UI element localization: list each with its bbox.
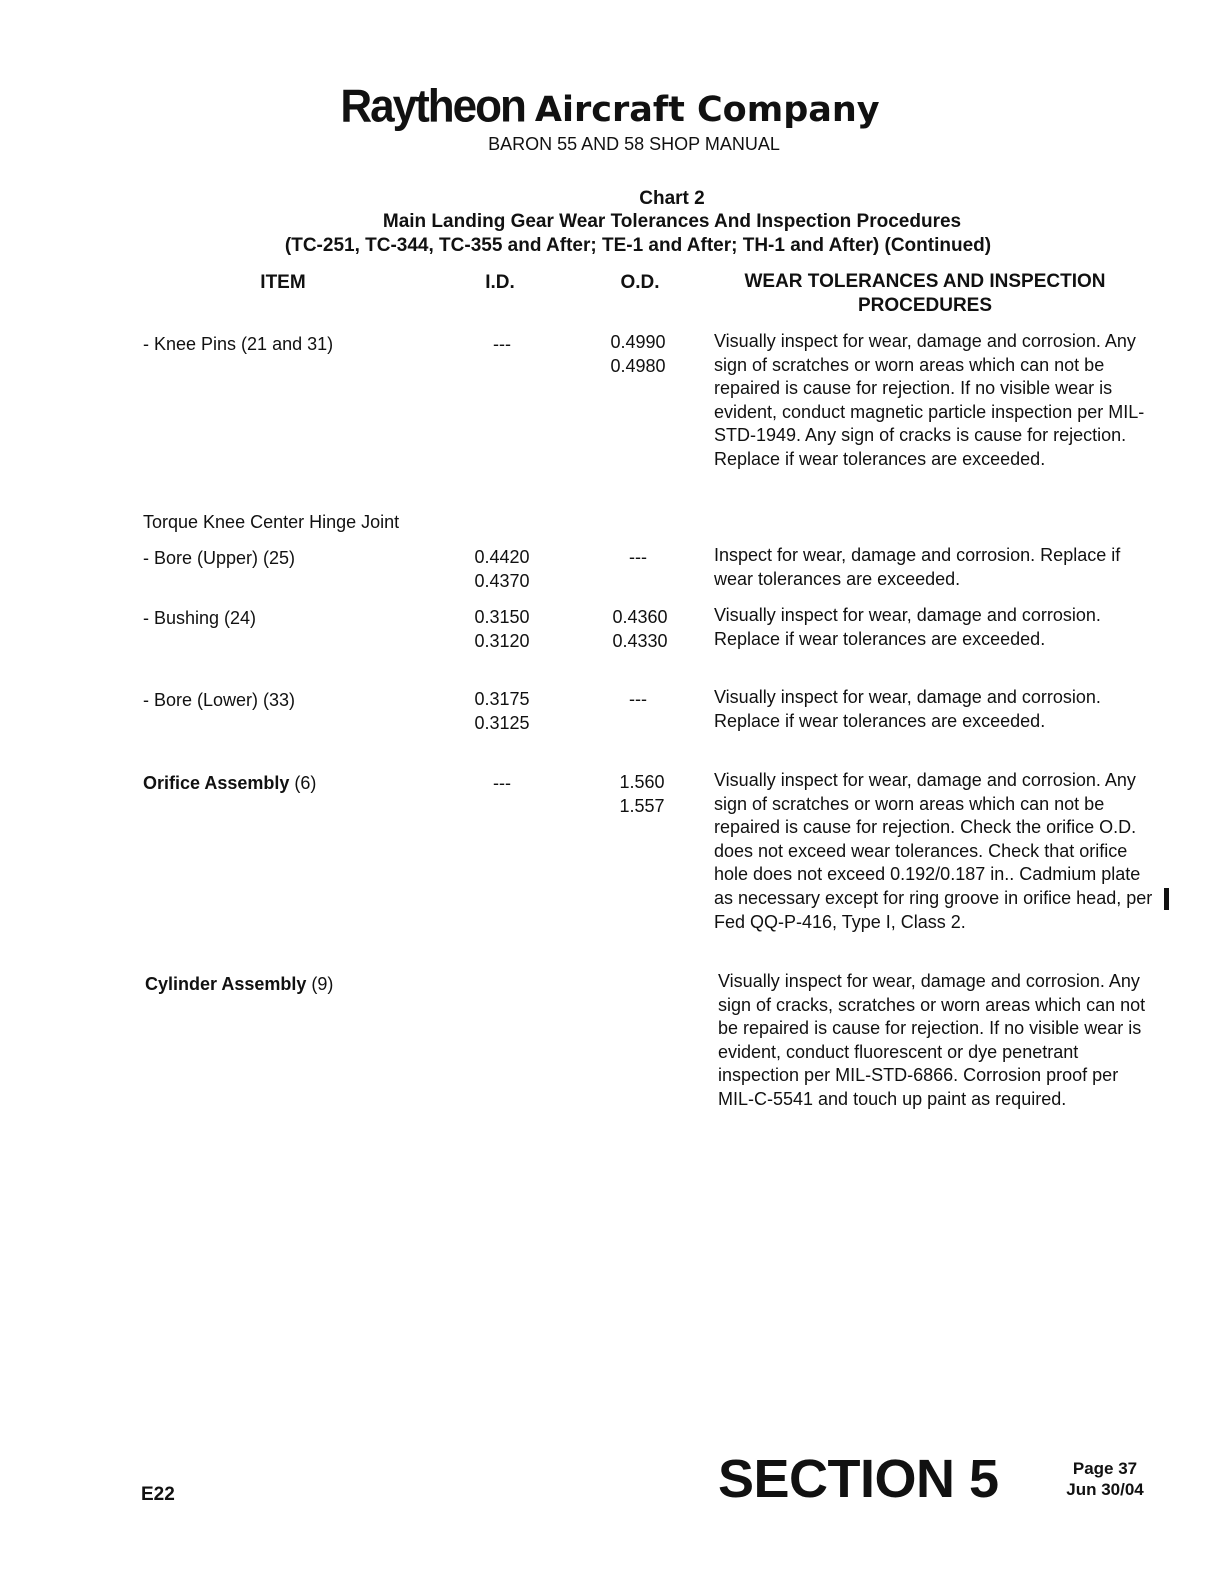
column-header-id: I.D. [485,272,515,293]
page-number: Page 37 [1072,1459,1138,1478]
knee-pins-procedure: Visually inspect for wear, damage and corrosion. Any sign of scratches or worn areas which can not be repaired is cause for rejection. If no visible wear is evident, conduct magnetic particle inspection per MIL-STD-1949. Any sign of cracks is cause for rejection. Replace if wear tolerances are exceeded. [714,331,1145,469]
orifice-od-max: 1.560 [619,772,665,792]
bushing-od-min: 0.4330 [612,631,668,651]
orifice-assembly-ref: (6) [294,773,317,793]
revision-date: Jun 30/04 [1066,1480,1144,1499]
table-row-bushing-item: - Bushing (24) [143,608,257,628]
orifice-id-max: --- [493,773,511,793]
orifice-procedure: Visually inspect for wear, damage and corrosion. Any sign of scratches or worn areas which can not be repaired is cause for rejection. Check the orifice O.D. does not exceed wear tolerances. Check that orifice hole does not exceed 0.192/0.187 in.. Cadmium plate as necessary except for ring groove in orifice head, per Fed QQ-P-416, Type I, Class 2. [714,770,1153,932]
cylinder-assembly-name: Cylinder Assembly [145,974,307,994]
company-header [0,82,1220,132]
bore-upper-id-max: 0.4420 [474,547,530,567]
column-header-od: O.D. [620,272,660,293]
bushing-od-max: 0.4360 [612,607,668,627]
bore-lower-od-max: --- [629,689,647,709]
table-row-bore-upper-item: - Bore (Upper) (25) [143,548,296,568]
bore-upper-procedure: Inspect for wear, damage and corrosion. Replace if wear tolerances are exceeded. [714,545,1121,589]
chart-subtitle: (TC-251, TC-344, TC-355 and After; TE-1 and After; TH-1 and After) (Continued) [284,235,992,256]
orifice-assembly-name: Orifice Assembly [143,773,290,793]
column-header-procedures: WEAR TOLERANCES AND INSPECTION PROCEDURES [744,271,1106,316]
section-label: SECTION 5 [718,1449,999,1509]
bore-lower-id-max: 0.3175 [474,689,530,709]
orifice-od-min: 1.557 [619,796,665,816]
group-heading-torque-knee: Torque Knee Center Hinge Joint [143,512,400,532]
table-row-knee-pins-item: - Knee Pins (21 and 31) [143,334,334,354]
bushing-id-max: 0.3150 [474,607,530,627]
knee-pins-od-min: 0.4980 [610,356,666,376]
bore-upper-id-min: 0.4370 [474,571,530,591]
bore-upper-od-max: --- [629,547,647,567]
chart-number: Chart 2 [639,188,705,209]
knee-pins-od-max: 0.4990 [610,332,666,352]
table-row-orifice-assembly-item [143,771,316,795]
raytheon-logo: Raytheon [340,80,525,133]
footer-code: E22 [141,1484,175,1505]
manual-title: BARON 55 AND 58 SHOP MANUAL [488,134,780,154]
bore-lower-procedure: Visually inspect for wear, damage and corrosion. Replace if wear tolerances are exceeded. [714,687,1101,731]
bushing-procedure: Visually inspect for wear, damage and corrosion. Replace if wear tolerances are exceeded. [714,605,1101,649]
table-row-cylinder-assembly-item [145,972,333,996]
chart-title: Main Landing Gear Wear Tolerances And Inspection Procedures [382,211,962,232]
cylinder-procedure: Visually inspect for wear, damage and corrosion. Any sign of cracks, scratches or worn areas which can not be repaired is cause for rejection. If no visible wear is evident, conduct fluorescent or dye penetrant inspection per MIL-STD-6866. Corrosion proof per MIL-C-5541 and touch up paint as required. [718,971,1146,1109]
bore-lower-id-min: 0.3125 [474,713,530,733]
cylinder-assembly-ref: (9) [311,974,334,994]
bushing-id-min: 0.3120 [474,631,530,651]
knee-pins-id-max: --- [493,334,511,354]
revision-bar [1164,888,1169,910]
column-header-item: ITEM [260,272,306,293]
table-row-bore-lower-item: - Bore (Lower) (33) [143,690,296,710]
company-name: Aircraft Company [534,90,880,130]
